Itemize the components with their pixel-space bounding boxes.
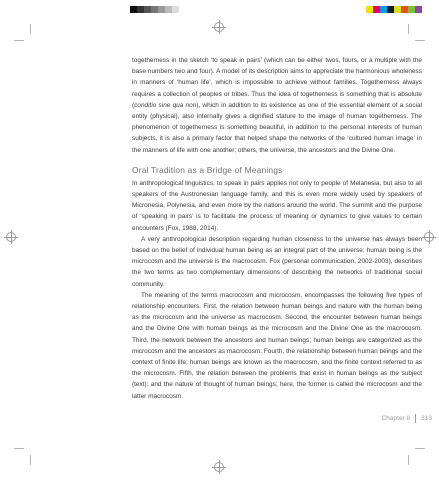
gray-swatch (158, 6, 165, 13)
color-swatch (408, 6, 415, 13)
registration-mark-top (214, 22, 224, 32)
color-calibration-bar (366, 6, 422, 13)
color-swatch (394, 6, 401, 13)
gray-swatch (172, 6, 179, 13)
color-swatch (387, 6, 394, 13)
paragraph: A very anthropological description regarding human closeness to the universe has always been based on the belief of individual human being as an integral part of the universe; human being is the microcosm and the universe is the macrocosm. Fox (personal communication, 2002-2003), describes the two terms as two complementary dimensions of describing the networks of traditional social community. (132, 235, 422, 288)
body-text (132, 55, 422, 402)
registration-mark-left (6, 232, 16, 242)
opening-paragraph: togetherness in the sketch ‘to speak in pairs’ (which can be either twos, fours, or a multiple with the base numbers two and four). A model of its description aims to appreciate the harmonious wholeness in manners of ‘human life’, which is impossible to achieve without families. Togetherness always requires a collection of peoples or tribes. Thus the idea of togetherness is something that is absolute (conditio sine qua non), which in addition to its existence as one of the essential element of a social entity (physical), also internally gives a dignified stature to the image of human togetherness. The phenomenon of togetherness is something beautiful, in addition to the personal interests of human subjects, it is also a primary factor that helped shape the networks of the ‘cultured human image’ in the manners of life with one another; others, the universe, the ancestors and the Divine One. (132, 57, 422, 154)
crop-mark-bottom-left (14, 448, 24, 449)
color-swatch (380, 6, 387, 13)
folio-divider (415, 414, 416, 423)
color-swatch (366, 6, 373, 13)
paragraph: The meaning of the terms macrocosm and microcosm, encompasses the following five types of relationship encounters. First, the relation between human beings and nature with the human being as the microcosm and the universe as macrocosm. Second, the encounter between human beings and the Divine One with human beings as the microcosm and the Divine One as the macrocosm. Third, the network between the ancestors and human beings; human beings are categorized as the microcosm and the ancestors as macrocosm. Fourth, the relationship between human beings and the context of finite life; human beings are known as the macrocosm, and the finite context referred to as the microcosm. Fifth, the relation between the problems that exist in human beings as the subject (text): and the nature of thought of human beings; here, the former is called the microcosm and the latter macrocosm. (132, 291, 422, 400)
section-heading: Oral Tradition as a Bridge of Meanings (132, 164, 283, 175)
page-footer (382, 414, 432, 423)
crop-mark-bottom-right-vertical (408, 455, 409, 465)
page-number: 313 (421, 415, 432, 422)
crop-mark-top-right-vertical (408, 24, 409, 34)
crop-mark-top-left-vertical (30, 24, 31, 34)
grayscale-calibration-bar (130, 6, 179, 13)
crop-mark-top-right (415, 40, 425, 41)
color-swatch (415, 6, 422, 13)
gray-swatch (137, 6, 144, 13)
color-swatch (373, 6, 380, 13)
latin-term: conditio sine qua non (134, 101, 197, 109)
crop-mark-top-left (14, 40, 24, 41)
gray-swatch (151, 6, 158, 13)
color-swatch (401, 6, 408, 13)
registration-mark-right (424, 232, 434, 242)
chapter-label: Chapter 8 (381, 415, 411, 422)
crop-mark-bottom-right (415, 448, 425, 449)
gray-swatch (165, 6, 172, 13)
crop-mark-bottom-left-vertical (30, 455, 31, 465)
gray-swatch (130, 6, 137, 13)
gray-swatch (144, 6, 151, 13)
registration-mark-bottom (214, 462, 224, 472)
paragraph: In anthropological linguistics, to speak in pairs applies not only to people of Melanesia, but also to all speakers of the Austronesian language family, and this is even more widely used by speakers of Micronesia, Polynesia, and even more by the nations around the world. The summit and the purpose of ‘speaking in pairs’ is to facilitate the process of meaning or dynamics to give values to certain encounters (Fox, 1988, 2014). (132, 179, 422, 232)
